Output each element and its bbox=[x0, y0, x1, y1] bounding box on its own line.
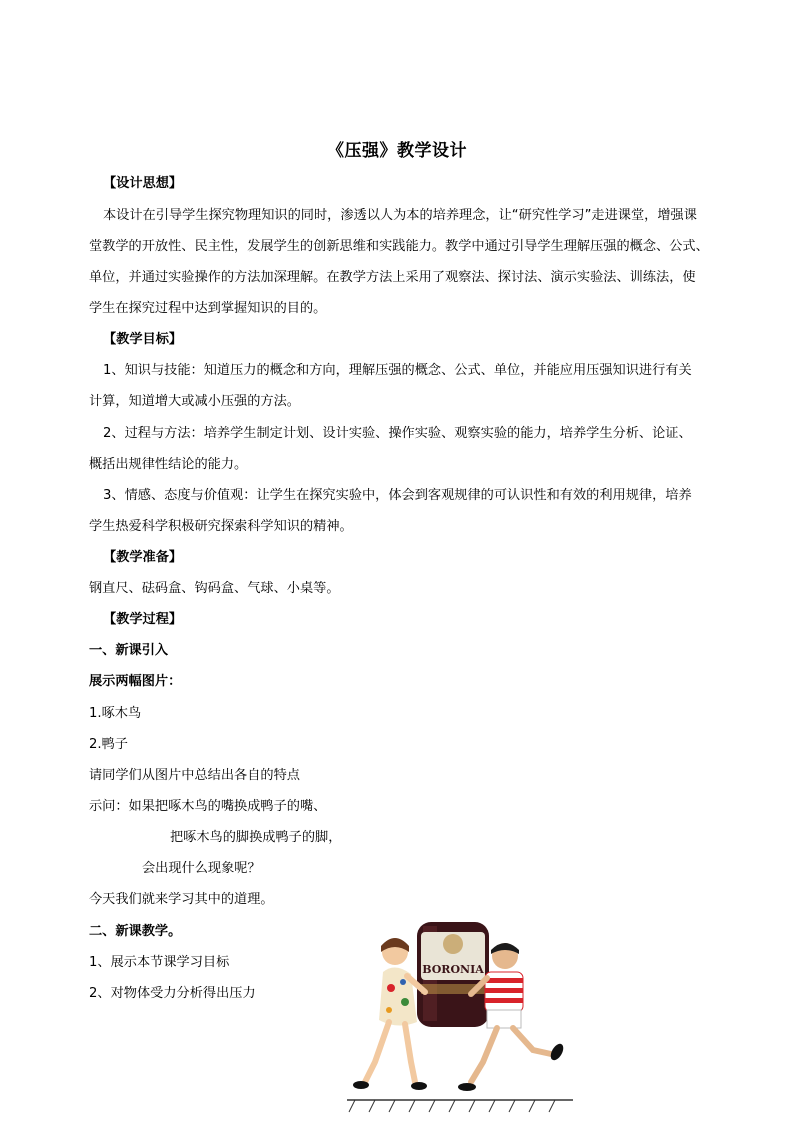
subheading-part2: 二、新课教学。 bbox=[89, 924, 182, 939]
bottle-label: BORONIA bbox=[422, 963, 484, 976]
paragraph-line: 本设计在引导学生探究物理知识的同时，渗透以人为本的培养理念，让“研究性学习”走进课堂，增强课 bbox=[103, 208, 697, 223]
paragraph-line: 学生热爱科学积极研究探索科学知识的精神。 bbox=[89, 519, 353, 534]
paragraph-line: 单位，并通过实验操作的方法加深理解。在教学方法上采用了观察法、探讨法、演示实验法、训练法，使 bbox=[89, 270, 696, 285]
subheading-part1: 一、新课引入 bbox=[89, 643, 169, 658]
list-item: 1、展示本节课学习目标 bbox=[89, 955, 230, 970]
list-item: 2、对物体受力分析得出压力 bbox=[89, 986, 256, 1001]
paragraph-line: 把啄木鸟的脚换成鸭子的脚， bbox=[170, 830, 342, 845]
ground-hatching bbox=[347, 1100, 573, 1112]
paragraph-line: 2、过程与方法：培养学生制定计划、设计实验、操作实验、观察实验的能力，培养学生分析、论证、 bbox=[103, 426, 692, 441]
paragraph-line: 3、情感、态度与价值观：让学生在探究实验中，体会到客观规律的可认识性和有效的利用规律，培养 bbox=[103, 488, 692, 503]
page-title: 《压强》教学设计 bbox=[327, 141, 467, 161]
list-item: 2.鸭子 bbox=[89, 737, 128, 752]
bottle-icon bbox=[417, 922, 489, 1027]
children-carrying-bottle-illustration bbox=[345, 922, 575, 1117]
paragraph-line: 学生在探究过程中达到掌握知识的目的。 bbox=[89, 301, 327, 316]
show-two-pictures: 展示两幅图片： bbox=[89, 674, 182, 689]
paragraph-line: 示问：如果把啄木鸟的嘴换成鸭子的嘴、 bbox=[89, 799, 327, 814]
paragraph-line: 钢直尺、砝码盒、钩码盒、气球、小桌等。 bbox=[89, 581, 340, 596]
section-heading-goals: 【教学目标】 bbox=[103, 332, 183, 347]
paragraph-line: 1、知识与技能：知道压力的概念和方向，理解压强的概念、公式、单位，并能应用压强知识进行有关 bbox=[103, 363, 692, 378]
section-heading-process: 【教学过程】 bbox=[103, 612, 183, 627]
paragraph-line: 概括出规律性结论的能力。 bbox=[89, 457, 248, 472]
paragraph-line: 堂教学的开放性、民主性，发展学生的创新思维和实践能力。教学中通过引导学生理解压强的概念、公式、 bbox=[89, 239, 709, 254]
section-heading-preparation: 【教学准备】 bbox=[103, 550, 183, 565]
paragraph-line: 今天我们就来学习其中的道理。 bbox=[89, 892, 274, 907]
section-heading-design-idea: 【设计思想】 bbox=[103, 176, 183, 191]
paragraph-line: 计算，知道增大或减小压强的方法。 bbox=[89, 394, 300, 409]
list-item: 1.啄木鸟 bbox=[89, 706, 142, 721]
paragraph-line: 会出现什么现象呢？ bbox=[142, 861, 261, 876]
paragraph-line: 请同学们从图片中总结出各自的特点 bbox=[89, 768, 300, 783]
girl-figure bbox=[353, 938, 427, 1090]
